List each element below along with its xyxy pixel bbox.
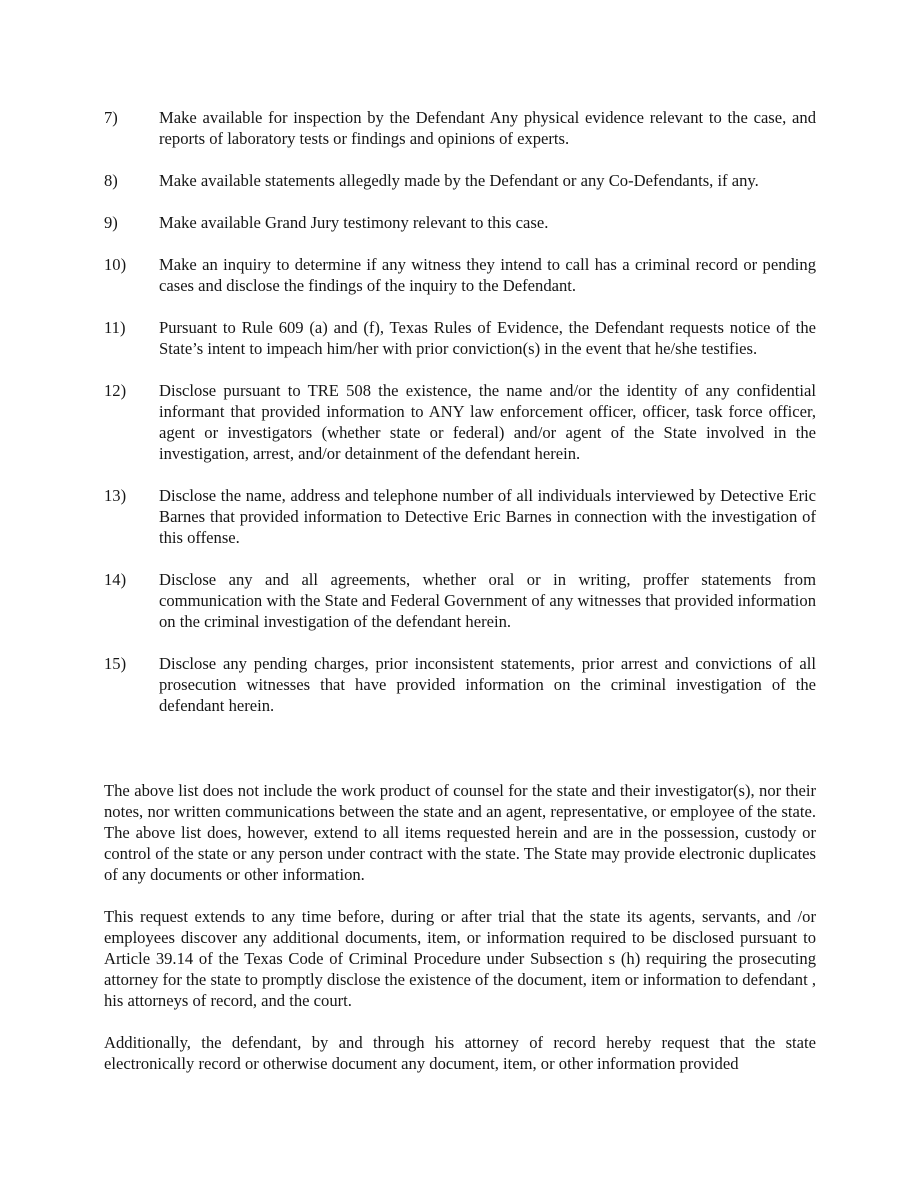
numbered-request-list: [104, 107, 816, 737]
item-text: Disclose any and all agreements, whether oral or in writing, proffer statements from communication with the State and Federal Government of any witnesses that provided information on the criminal investigation of the defendant herein.: [159, 570, 816, 631]
item-text: Make available for inspection by the Defendant Any physical evidence relevant to the case, and reports of laboratory tests or findings and opinions of experts.: [159, 108, 816, 148]
item-text: Pursuant to Rule 609 (a) and (f), Texas Rules of Evidence, the Defendant requests notice of the State’s intent to impeach him/her with prior conviction(s) in the event that he/she testifies.: [159, 318, 816, 358]
item-number: 8): [104, 171, 118, 190]
list-item: [104, 254, 816, 296]
paragraph-work-product: The above list does not include the work product of counsel for the state and their investigator(s), nor their notes, nor written communications between the state and an agent, representative, or employee of the state. The above list does, however, extend to all items requested herein and are in the possession, custody or control of the state or any person under contract with the state. The State may provide electronic duplicates of any documents or other information.: [104, 781, 816, 884]
list-item: [104, 380, 816, 464]
paragraph-electronic-record: Additionally, the defendant, by and through his attorney of record hereby request that the state electronically record or otherwise document any document, item, or other information provided: [104, 1033, 816, 1073]
item-number: 10): [104, 255, 127, 274]
body-paragraphs: [104, 780, 816, 1095]
item-text: Disclose the name, address and telephone number of all individuals interviewed by Detective Eric Barnes that provided information to Detective Eric Barnes in connection with the investigation of this offense.: [159, 486, 816, 547]
list-item: [104, 212, 816, 233]
item-number: 7): [104, 108, 118, 127]
item-number: 11): [104, 318, 126, 337]
item-text: Disclose pursuant to TRE 508 the existence, the name and/or the identity of any confidential informant that provided information to ANY law enforcement officer, officer, task force officer, agent or investigators (whether state or federal) and/or agent of the State involved in the investigation, arrest, and/or detainment of the defendant herein.: [159, 381, 816, 463]
item-text: Disclose any pending charges, prior inconsistent statements, prior arrest and convictions of all prosecution witnesses that have provided information on the criminal investigation of the defendant herein.: [159, 654, 816, 715]
list-item: [104, 653, 816, 716]
item-number: 15): [104, 654, 127, 673]
item-number: 9): [104, 213, 118, 232]
item-text: Make available Grand Jury testimony relevant to this case.: [159, 213, 549, 232]
item-text: Make an inquiry to determine if any witness they intend to call has a criminal record or pending cases and disclose the findings of the inquiry to the Defendant.: [159, 255, 816, 295]
list-item: [104, 485, 816, 548]
item-number: 13): [104, 486, 127, 505]
list-item: [104, 569, 816, 632]
paragraph-continuing-request: This request extends to any time before, during or after trial that the state its agents, servants, and /or employees discover any additional documents, item, or information required to be disclosed pursuant to Article 39.14 of the Texas Code of Criminal Procedure under Subsection s (h) requiring the prosecuting attorney for the state to promptly disclose the existence of the document, item or information to defendant , his attorneys of record, and the court.: [104, 907, 816, 1010]
item-text: Make available statements allegedly made by the Defendant or any Co-Defendants, if any.: [159, 171, 759, 190]
item-number: 14): [104, 570, 127, 589]
list-item: [104, 107, 816, 149]
list-item: [104, 170, 816, 191]
list-item: [104, 317, 816, 359]
item-number: 12): [104, 381, 127, 400]
